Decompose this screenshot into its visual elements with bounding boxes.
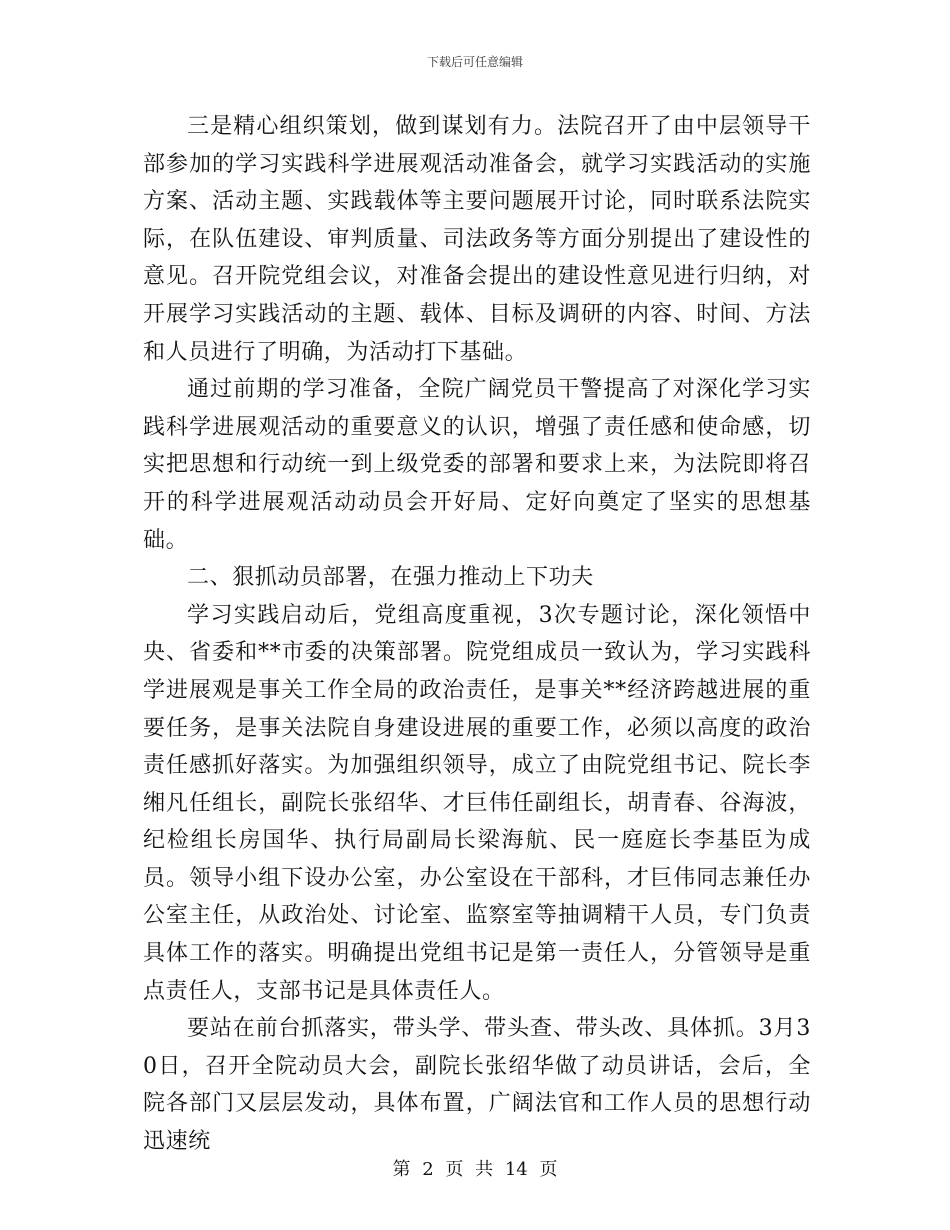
paragraph-leadership-group: 学习实践启动后，党组高度重视，3次专题讨论，深化领悟中央、省委和**市委的决策部署。院党组成员一致认为，学习实践科学进展观是事关工作全局的政治责任，是事关**经济跨越进展的重要任务，是事关法院自身建设进展的重要工作，必须以高度的政治责任感抓好落实。为加强组织领导，成立了由院党组书记、院长李缃凡任组长，副院长张绍华、才巨伟任副组长，胡青春、谷海波，纪检组长房国华、执行局副局长梁海航、民一庭庭长李基臣为成员。领导小组下设办公室，办公室设在干部科，才巨伟同志兼任办公室主任，从政治处、讨论室、监察室等抽调精干人员，专门负责具体工作的落实。明确提出党组书记是第一责任人，分管领导是重点责任人，支部书记是具体责任人。 (143, 602, 811, 1004)
paragraph-mobilization-meeting: 要站在前台抓落实，带头学、带头查、带头改、具体抓。3月30日，召开全院动员大会，副院长张绍华做了动员讲话，会后，全院各部门又层层发动，具体布置，广阔法官和工作人员的思想行动迅速统 (143, 1016, 811, 1155)
paragraph-planning: 三是精心组织策划，做到谋划有力。法院召开了由中层领导干部参加的学习实践科学进展观活动准备会，就学习实践活动的实施方案、活动主题、实践载体等主要问题展开讨论，同时联系法院实际，在队伍建设、审判质量、司法政务等方面分别提出了建设性的意见。召开院党组会议，对准备会提出的建设性意见进行归纳，对开展学习实践活动的主题、载体、目标及调研的内容、时间、方法和人员进行了明确，为活动打下基础。 (143, 114, 811, 365)
paragraph-preparation-result: 通过前期的学习准备，全院广阔党员干警提高了对深化学习实践科学进展观活动的重要意义的认识，增强了责任感和使命感，切实把思想和行动统一到上级党委的部署和要求上来，为法院即将召开的科学进展观活动动员会开好局、定好向奠定了坚实的思想基础。 (143, 377, 811, 553)
page-number-footer: 第 2 页 共 14 页 (392, 1159, 558, 1180)
section-heading-mobilization: 二、狠抓动员部署，在强力推动上下功夫 (187, 565, 594, 591)
document-body (143, 108, 811, 1161)
page-header-note: 下载后可任意编辑 (426, 55, 523, 69)
